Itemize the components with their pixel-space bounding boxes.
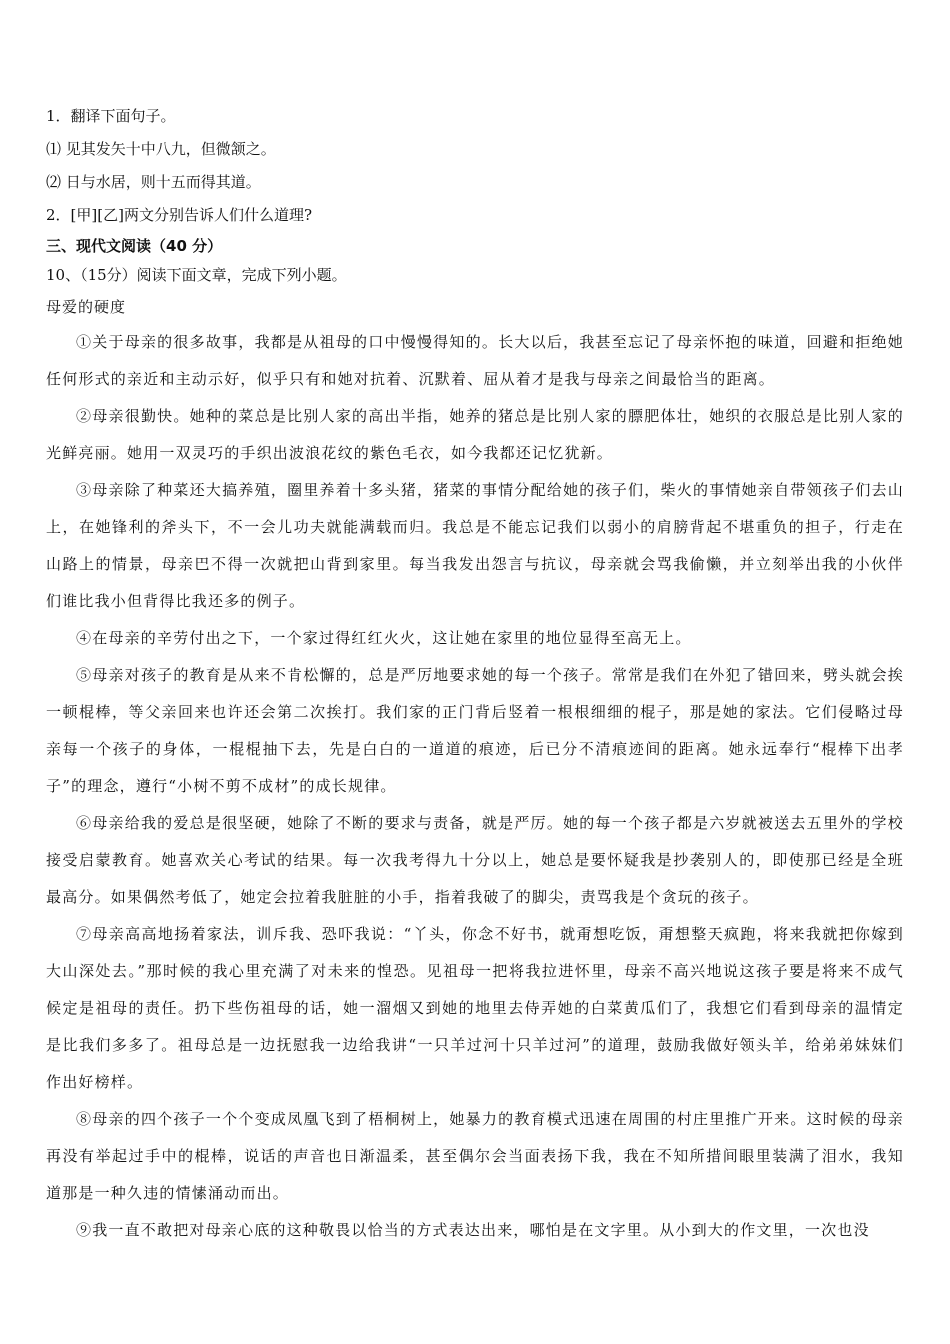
- paragraph-6: ⑥母亲给我的爱总是很坚硬，她除了不断的要求与责备，就是严厉。她的每一个孩子都是六岁就被送去五里外的学校接受启蒙教育。她喜欢关心考试的结果。每一次我考得九十分以上，她总是要怀疑我是抄袭别人的，即使那已经是全班最高分。如果偶然考低了，她定会拉着我脏脏的小手，指着我破了的脚尖，责骂我是个贪玩的孩子。: [46, 814, 904, 906]
- paragraph-4: ④在母亲的辛劳付出之下，一个家过得红红火火，这让她在家里的地位显得至高无上。: [76, 629, 692, 647]
- paragraph-8: ⑧母亲的四个孩子一个个变成凤凰飞到了梧桐树上，她暴力的教育模式迅速在周围的村庄里推广开来。这时候的母亲再没有举起过手中的棍棒，说话的声音也日渐温柔，甚至偶尔会当面表扬下我，我在不知所措间眼里装满了泪水，我知道那是一种久违的情愫涌动而出。: [46, 1110, 904, 1202]
- question-10: 10、（15分）阅读下面文章，完成下列小题。: [46, 266, 347, 284]
- paragraph-9: ⑨我一直不敢把对母亲心底的这种敬畏以恰当的方式表达出来，哪怕是在文字里。从小到大的作文里，一次也没: [76, 1221, 870, 1239]
- section-heading: 三、现代文阅读（40 分）: [46, 237, 223, 255]
- paragraph-5: ⑤母亲对孩子的教育是从来不肯松懈的，总是严厉地要求她的每一个孩子。常常是我们在外犯了错回来，劈头就会挨一顿棍棒，等父亲回来也许还会第二次挨打。我们家的正门背后竖着一根根细细的棍子，那是她的家法。它们侵略过母亲每一个孩子的身体，一棍棍抽下去，先是白白的一道道的痕迹，后已分不清痕迹间的距离。她永远奉行“棍棒下出孝子”的理念，遵行“小树不剪不成材”的成长规律。: [46, 666, 904, 795]
- question-1-sentence-2: ⑵ 日与水居，则十五而得其道。: [46, 173, 261, 191]
- paragraph-2: ②母亲很勤快。她种的菜总是比别人家的高出半指，她养的猪总是比别人家的膘肥体壮，她织的衣服总是比别人家的光鲜亮丽。她用一双灵巧的手织出波浪花纹的紫色毛衣，如今我都还记忆犹新。: [46, 407, 904, 462]
- paragraph-7: ⑦母亲高高地扬着家法，训斥我、恐吓我说：“丫头，你念不好书，就甭想吃饭，甭想整天疯跑，将来我就把你嫁到大山深处去。”那时候的我心里充满了对未来的惶恐。见祖母一把将我拉进怀里，母亲不高兴地说这孩子要是将来不成气候定是祖母的责任。扔下些伤祖母的话，她一溜烟又到她的地里去侍弄她的白菜黄瓜们了，我想它们看到母亲的温情定是比我们多多了。祖母总是一边抚慰我一边给我讲“一只羊过河十只羊过河”的道理，鼓励我做好领头羊，给弟弟妹妹们作出好榜样。: [46, 925, 904, 1091]
- article-title: 母爱的硬度: [46, 298, 127, 316]
- question-2: 2．[甲][乙]两文分别告诉人们什么道理?: [46, 206, 312, 224]
- document-page: [46, 100, 904, 1249]
- paragraph-3: ③母亲除了种菜还大搞养殖，圈里养着十多头猪，猪菜的事情分配给她的孩子们，柴火的事情她亲自带领孩子们去山上，在她锋利的斧头下，不一会儿功夫就能满载而归。我总是不能忘记我们以弱小的肩膀背起不堪重负的担子，行走在山路上的情景，母亲巴不得一次就把山背到家里。每当我发出怨言与抗议，母亲就会骂我偷懒，并立刻举出我的小伙伴们谁比我小但背得比我还多的例子。: [46, 481, 904, 610]
- question-1-sentence-1: ⑴ 见其发矢十中八九，但微颔之。: [46, 140, 276, 158]
- paragraph-1: ①关于母亲的很多故事，我都是从祖母的口中慢慢得知的。长大以后，我甚至忘记了母亲怀抱的味道，回避和拒绝她任何形式的亲近和主动示好，似乎只有和她对抗着、沉默着、屈从着才是我与母亲之间最恰当的距离。: [46, 333, 904, 388]
- question-1: 1．翻译下面句子。: [46, 107, 176, 125]
